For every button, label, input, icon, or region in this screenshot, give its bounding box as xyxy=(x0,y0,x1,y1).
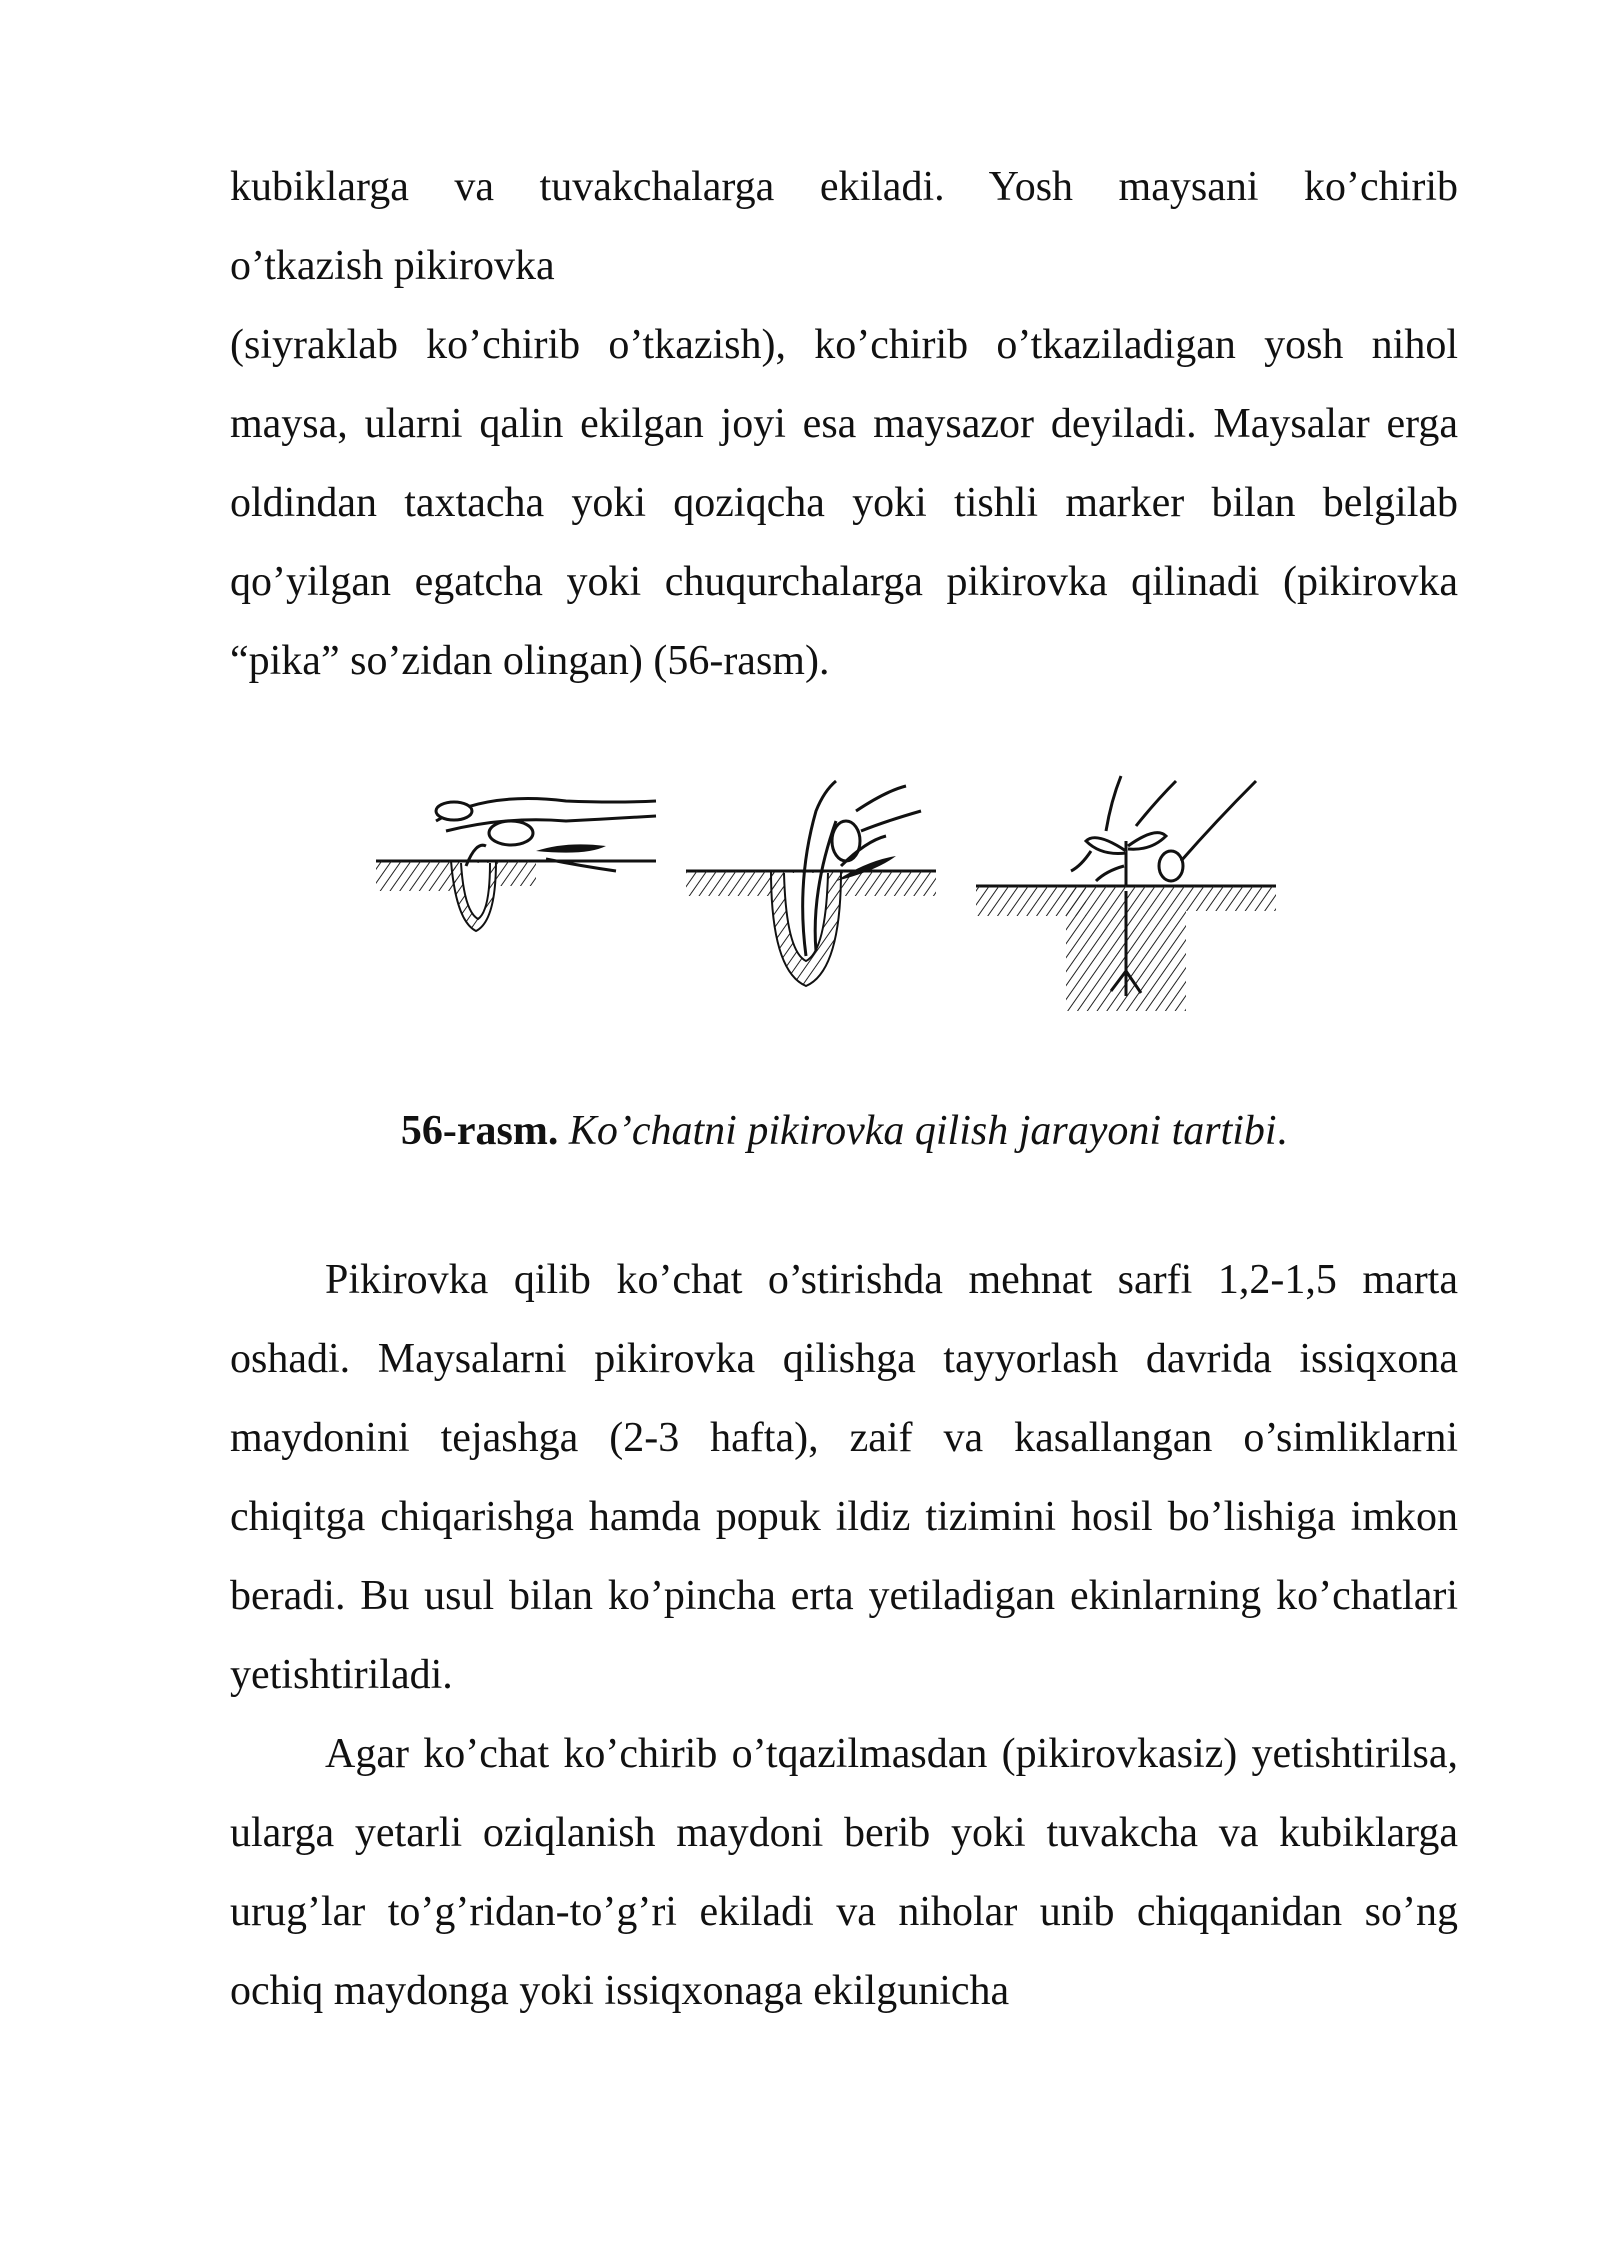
figure-caption-end: . xyxy=(1276,1108,1288,1154)
figure-caption-text: Ko’chatni pikirovka qilish jarayoni tartibi xyxy=(568,1108,1277,1154)
figure-number: 56-rasm. xyxy=(400,1108,559,1154)
paragraph-1-line-1: kubiklarga va tuvakchalarga ekiladi. Yosh maysani ko’chirib xyxy=(230,164,1458,210)
step-1-drawing xyxy=(376,799,656,932)
page-content xyxy=(230,148,1458,2031)
step-3-drawing xyxy=(976,776,1276,1011)
paragraph-1-line-2: o’tkazish pikirovka xyxy=(230,243,555,289)
transplanting-illustration xyxy=(366,771,1286,1031)
figure-56 xyxy=(230,771,1458,1101)
paragraph-1 xyxy=(230,148,1458,701)
step-2-drawing xyxy=(686,781,936,986)
figure-caption xyxy=(230,1101,1458,1161)
paragraph-3: Agar ko’chat ko’chirib o’tqazilmasdan (pikirovkasiz) yetishtirilsa, ularga yetarli oziqlanish maydoni berib yoki tuvakcha va kubiklarga urug’lar to’g’ridan-to’g’ri ekiladi va niholar unib chiqqanidan so’ng ochiq maydonga yoki issiqxonaga ekilgunicha xyxy=(230,1731,1458,2014)
paragraph-1-rest: (siyraklab ko’chirib o’tkazish), ko’chirib o’tkaziladigan yosh nihol maysa, ularni qalin ekilgan joyi esa maysazor deyiladi. Maysalar erga oldindan taxtacha yoki qoziqcha yoki tishli marker bilan belgilab qo’yilgan egatcha yoki chuqurchalarga pikirovka qilinadi (pikirovka “pika” so’zidan olingan) (56-rasm). xyxy=(230,322,1458,684)
paragraph-2: Pikirovka qilib ko’chat o’stirishda mehnat sarfi 1,2-1,5 marta oshadi. Maysalarni pikirovka qilishga tayyorlash davrida issiqxona maydonini tejashga (2-3 hafta), zaif va kasallangan o’simliklarni chiqitga chiqarishga hamda popuk ildiz tizimini hosil bo’lishiga imkon beradi. Bu usul bilan ko’pincha erta yetiladigan ekinlarning ko’chatlari yetishtiriladi. xyxy=(230,1257,1458,1698)
